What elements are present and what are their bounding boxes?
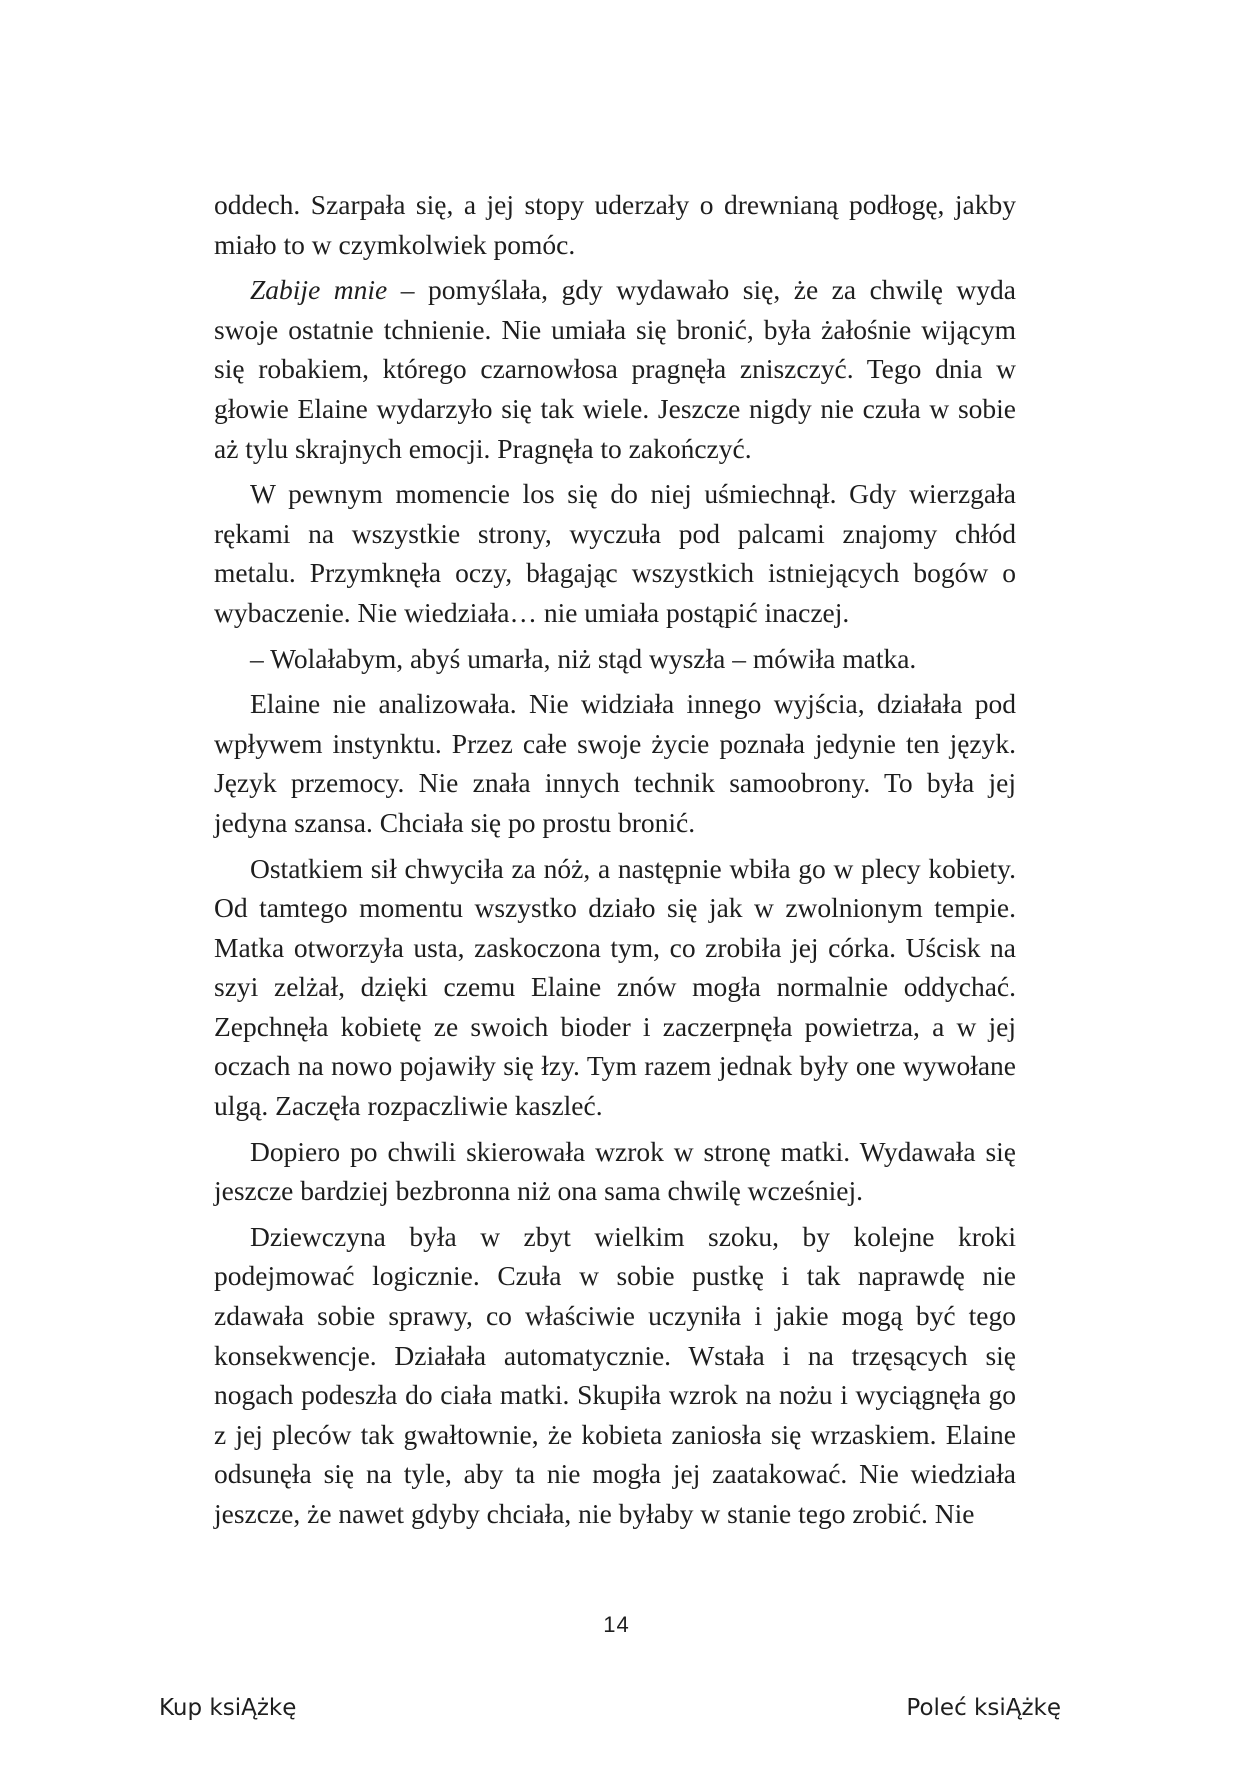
paragraph-5: Elaine nie analizowała. Nie widziała innego wyjścia, działała pod wpływem instynktu. Przez całe swoje życie poznała jedynie ten język. Język przemocy. Nie znała innych technik samoobrony. To była jej jedyna szansa. Chciała się po prostu bronić. — [214, 688, 1016, 838]
paragraph-4-dialogue: – Wolałabym, abyś umarła, niż stąd wyszła – mówiła matka. — [250, 642, 917, 674]
paragraph-7: Dopiero po chwili skierowała wzrok w stronę matki. Wydawała się jeszcze bardziej bezbronna niż ona sama chwilę wcześniej. — [214, 1135, 1016, 1207]
paragraph-6: Ostatkiem sił chwyciła za nóż, a następnie wbiła go w plecy kobiety. Od tamtego momentu wszystko działo się jak w zwolnionym tempie. Matka otworzyła usta, zaskoczona tym, co zrobiła jej córka. Uścisk na szyi zelżał, dzięki czemu Elaine znów mogła normalnie oddychać. Zepchnęła kobietę ze swoich bioder i zaczerpnęła powietrza, a w jej oczach na nowo pojawiły się łzy. Tym razem jednak były one wywołane ulgą. Zaczęła rozpaczliwie kaszleć. — [214, 852, 1016, 1122]
buy-book-link[interactable]: Kup ksiĄżkę — [159, 1695, 297, 1721]
recommend-book-link[interactable]: Poleć ksiĄżkę — [906, 1695, 1061, 1721]
body-text — [214, 185, 1016, 1540]
italic-thought: Zabije mnie — [250, 274, 388, 306]
paragraph-2-text: – pomyślała, gdy wydawało się, że za chwilę wyda swoje ostatnie tchnienie. Nie umiała się bronić, była żałośnie wijącym się robakiem, którego czarnowłosa pragnęła zniszczyć. Tego dnia w głowie Elaine wydarzyło się tak wiele. Jeszcze nigdy nie czuła w sobie aż tylu skrajnych emocji. Pragnęła to zakończyć. — [214, 274, 1016, 464]
paragraph-1: oddech. Szarpała się, a jej stopy uderzały o drewnianą podłogę, jakby miało to w czymkolwiek pomóc. — [214, 189, 1016, 260]
paragraph-2 — [214, 270, 1016, 468]
paragraph-3: W pewnym momencie los się do niej uśmiechnął. Gdy wierzgała rękami na wszystkie strony, wyczuła pod palcami znajomy chłód metalu. Przymknęła oczy, błagając wszystkich istniejących bogów o wybaczenie. Nie wiedziała… nie umiała postąpić inaczej. — [214, 478, 1016, 628]
paragraph-8: Dziewczyna była w zbyt wielkim szoku, by kolejne kroki podejmować logicznie. Czuła w sobie pustkę i tak naprawdę nie zdawała sobie sprawy, co właściwie uczyniła i jakie mogą być tego konsekwencje. Działała automatycznie. Wstała i na trzęsących się nogach podeszła do ciała matki. Skupiła wzrok na nożu i wyciągnęła go z jej pleców tak gwałtownie, że kobieta zaniosła się wrzaskiem. Elaine odsunęła się na tyle, aby ta nie mogła jej zaatakować. Nie wiedziała jeszcze, że nawet gdyby chciała, nie byłaby w stanie tego zrobić. Nie — [214, 1220, 1016, 1529]
page-number: 14 — [603, 1612, 630, 1637]
